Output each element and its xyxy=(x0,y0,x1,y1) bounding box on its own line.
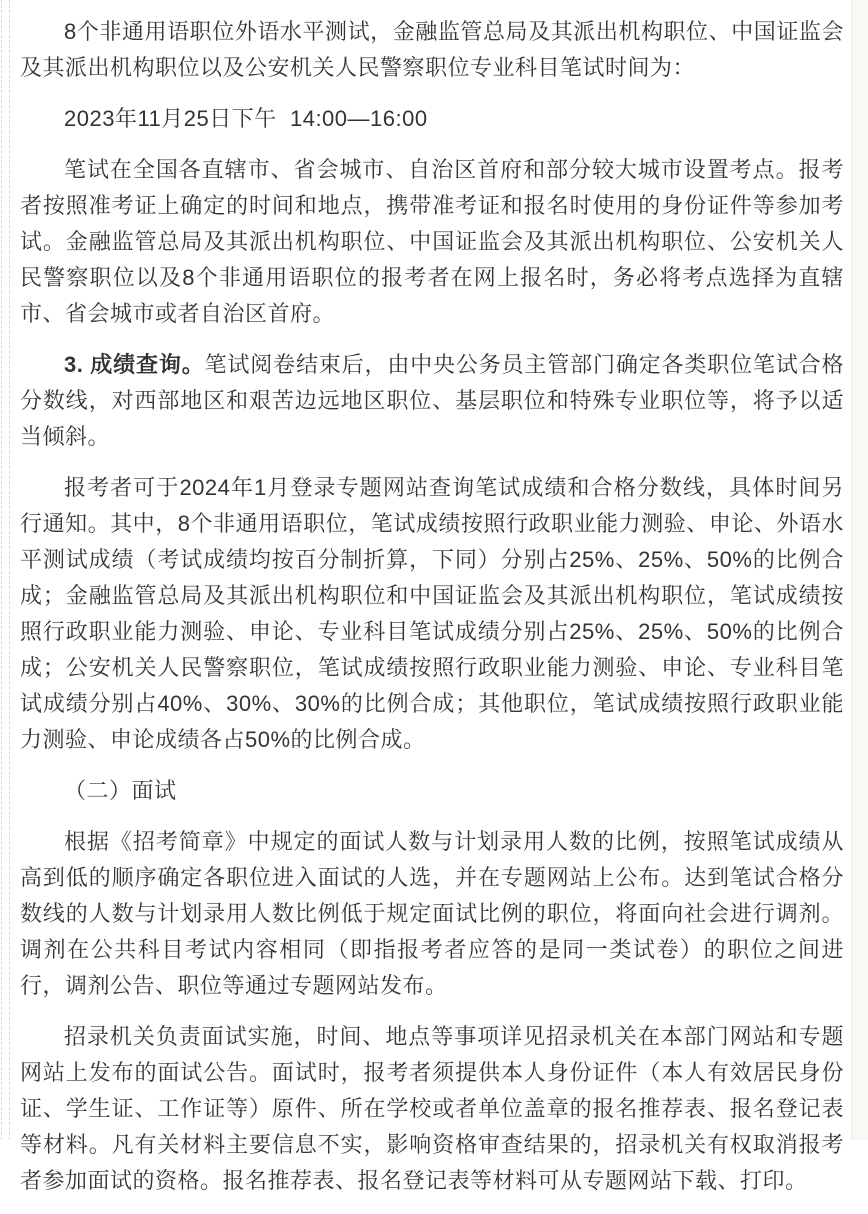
paragraph-special-subject-exams: 8个非通用语职位外语水平测试，金融监管总局及其派出机构职位、中国证监会及其派出机构职位以及公安机关人民警察职位专业科目笔试时间为： xyxy=(20,19,844,80)
paragraph-score-inquiry xyxy=(20,347,844,455)
left-dashed-border xyxy=(1,0,10,1140)
right-edge-strip xyxy=(851,0,868,1140)
paragraph-interview-implementation: 招录机关负责面试实施，时间、地点等事项详见招录机关在本部门网站和专题网站上发布的面试公告。面试时，报考者须提供本人身份证件（本人有效居民身份证、学生证、工作证等）原件、所在学校或者单位盖章的报名推荐表、报名登记表等材料。凡有关材料主要信息不实，影响资格审查结果的，招录机关有权取消报考者参加面试的资格。报名推荐表、报名登记表等材料可从专题网站下载、打印。 xyxy=(20,1024,844,1193)
score-inquiry-bold-lead: 3. 成绩查询。 xyxy=(64,352,205,377)
paragraph-score-composition: 报考者可于2024年1月登录专题网站查询笔试成绩和合格分数线，具体时间另行通知。其中，8个非通用语职位，笔试成绩按照行政职业能力测验、申论、外语水平测试成绩（考试成绩均按百分制折算，下同）分别占25%、25%、50%的比例合成；金融监管总局及其派出机构职位和中国证监会及其派出机构职位，笔试成绩按照行政职业能力测验、申论、专业科目笔试成绩分别占25%、25%、50%的比例合成；公安机关人民警察职位，笔试成绩按照行政职业能力测验、申论、专业科目笔试成绩分别占40%、30%、30%的比例合成；其他职位，笔试成绩按照行政职业能力测验、申论成绩各占50%的比例合成。 xyxy=(20,475,844,752)
heading-interview-section: （二）面试 xyxy=(64,778,177,803)
paragraph-interview-selection: 根据《招考简章》中规定的面试人数与计划录用人数的比例，按照笔试成绩从高到低的顺序确定各职位进入面试的人选，并在专题网站上公布。达到笔试合格分数线的人数与计划录用人数比例低于规定面试比例的职位，将面向社会进行调剂。调剂在公共科目考试内容相同（即指报考者应答的是同一类试卷）的职位之间进行，调剂公告、职位等通过专题网站发布。 xyxy=(20,829,844,998)
article-body xyxy=(20,14,844,1214)
paragraph-exam-locations: 笔试在全国各直辖市、省会城市、自治区首府和部分较大城市设置考点。报考者按照准考证上确定的时间和地点，携带准考证和报名时使用的身份证件等参加考试。金融监管总局及其派出机构职位、中国证监会及其派出机构职位、公安机关人民警察职位以及8个非通用语职位的报考者在网上报名时，务必将考点选择为直辖市、省会城市或者自治区首府。 xyxy=(20,157,844,326)
score-inquiry-body-text: 笔试阅卷结束后，由中央公务员主管部门确定各类职位笔试合格分数线，对西部地区和艰苦边远地区职位、基层职位和特殊专业职位等，将予以适当倾斜。 xyxy=(20,352,844,449)
paragraph-exam-datetime: 2023年11月25日下午 14:00—16:00 xyxy=(64,106,428,131)
